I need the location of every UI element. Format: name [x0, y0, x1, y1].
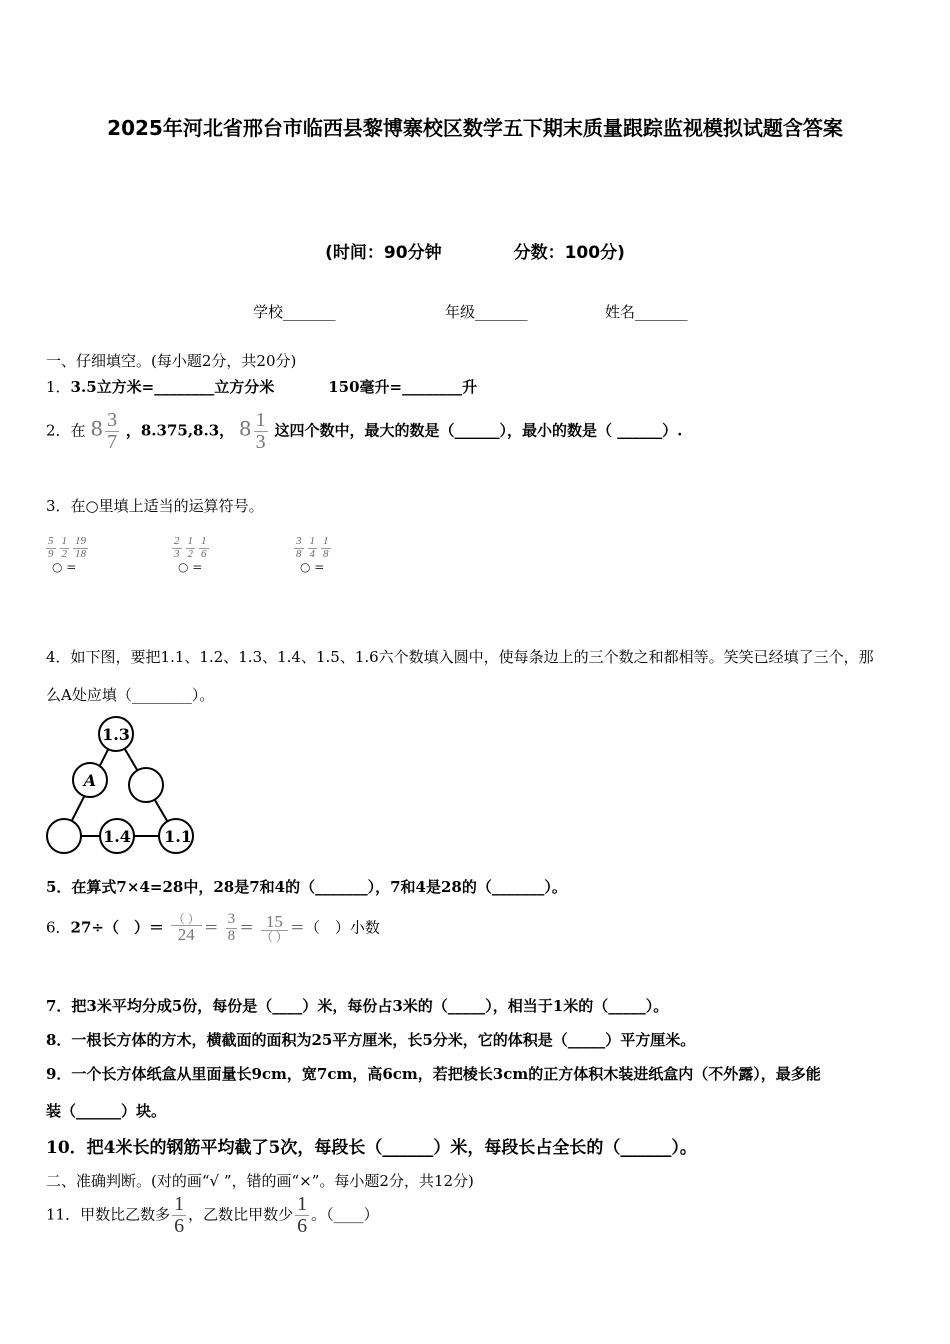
denominator: （ ） [260, 930, 288, 945]
score-label: 分数：100分) [513, 243, 625, 263]
denominator: 2 [61, 547, 67, 560]
question-11 [46, 1194, 379, 1237]
denominator: 6 [297, 1215, 308, 1237]
q3-expression [44, 536, 90, 574]
q1-part-a: 3.5立方米=________立方分米 [70, 378, 275, 396]
fraction [226, 912, 238, 945]
question-4-line-1: 4．如下图，要把1.1、1.2、1.3、1.4、1.5、1.6六个数填入圆中，使每条边上的三个数之和都相等。笑笑已经填了三个，那 [46, 648, 874, 666]
fraction [261, 913, 288, 944]
numerator: 1 [255, 409, 266, 431]
fraction [172, 1194, 186, 1237]
denominator: 8 [323, 547, 329, 560]
student-info [253, 301, 688, 322]
numerator: 1 [297, 1193, 308, 1215]
fraction [294, 536, 304, 560]
denominator: 24 [177, 925, 195, 945]
fraction [46, 536, 56, 560]
equals: ＝ [203, 918, 219, 937]
circle-right [129, 768, 163, 802]
question-6 [46, 912, 380, 945]
question-7: 7．把3米平均分成5份，每份是（____）米，每份占3米的（_____），相当于1米的（_____）。 [46, 997, 669, 1015]
q6-end: ＝（ ）小数 [289, 918, 380, 937]
question-9-line-1: 9．一个长方体纸盒从里面量长9cm，宽7cm，高6cm，若把棱长3cm的正方体积木装进纸盒内（不外露），最多能 [46, 1065, 821, 1083]
numerator: 1 [61, 535, 67, 547]
denominator: 6 [174, 1215, 185, 1237]
fraction [254, 410, 268, 453]
denominator: 6 [201, 547, 207, 560]
numerator: 19 [75, 535, 86, 547]
label-bottom-right: 1.1 [164, 827, 192, 846]
question-5: 5．在算式7×4=28中，28是7和4的（_______），7和4是28的（_______）。 [46, 878, 567, 896]
q-num: 6． [46, 918, 71, 937]
mixed-whole: 8 [90, 416, 104, 441]
q-num: 2．在 [46, 421, 86, 440]
numerator: 3 [107, 409, 118, 431]
section-1-heading: 一、仔细填空。(每小题2分，共20分) [46, 352, 297, 370]
q-num: 1． [46, 378, 71, 396]
fraction [73, 536, 88, 560]
question-8: 8．一根长方体的方木，横截面的面积为25平方厘米，长5分米，它的体积是（_____）平方厘米。 [46, 1031, 696, 1049]
label-top: 1.3 [102, 725, 130, 744]
denominator: 8 [296, 547, 302, 560]
question-10: 10．把4米长的钢筋平均截了5次，每段长（______）米，每段长占全长的（______）。 [46, 1138, 697, 1158]
numerator: 1 [323, 535, 329, 547]
q3-expression [292, 536, 333, 574]
operator-circle-blank[interactable]: ○ = [178, 560, 203, 575]
equals: ＝ [239, 918, 255, 937]
question-4-line-2: 么A处应填（________）。 [46, 686, 215, 704]
fraction [105, 410, 119, 453]
fraction [295, 1194, 309, 1237]
fraction [308, 536, 318, 560]
denominator: 7 [107, 431, 118, 453]
numerator: 1 [187, 535, 193, 547]
q2-rest: 这四个数中，最大的数是（______），最小的数是（ ______）. [274, 421, 683, 440]
fraction [199, 536, 209, 560]
name-field: 姓名_______ [605, 303, 688, 321]
q11-start: 11．甲数比乙数多 [46, 1205, 171, 1224]
denominator: 4 [309, 547, 315, 560]
operator-circle-blank[interactable]: ○ = [300, 560, 325, 575]
numerator: 3 [296, 535, 302, 547]
fraction [60, 536, 70, 560]
numerator: 1 [309, 535, 315, 547]
section-2-heading: 二、准确判断。(对的画“√ ”，错的画“×”。每小题2分，共12分) [46, 1172, 474, 1190]
label-a: A [83, 771, 97, 790]
q2-mid: ，8.375,8.3， [125, 421, 235, 440]
circle-bottom-left [47, 819, 81, 853]
numerator: 1 [174, 1193, 185, 1215]
mixed-whole: 8 [238, 416, 252, 441]
question-1 [46, 376, 477, 397]
operator-circle-blank[interactable]: ○ = [52, 560, 77, 575]
question-2 [46, 410, 682, 453]
denominator: 3 [255, 431, 266, 453]
q6-start: 27÷（ ）＝ [70, 918, 164, 937]
numerator: 15 [261, 913, 288, 932]
numerator: 1 [201, 535, 207, 547]
denominator: 18 [75, 547, 86, 560]
question-3: 3．在○里填上适当的运算符号。 [46, 497, 264, 515]
denominator: 3 [174, 547, 180, 560]
school-field: 学校_______ [253, 303, 336, 321]
fraction [172, 536, 182, 560]
question-9-line-2: 装（______）块。 [46, 1102, 167, 1120]
fraction [321, 536, 331, 560]
q11-mid: ，乙数比甲数少 [188, 1205, 294, 1224]
numerator: 5 [48, 535, 54, 547]
q1-part-b: 150毫升=________升 [328, 378, 478, 396]
fraction [186, 536, 196, 560]
exam-subtitle [0, 238, 950, 263]
q11-end: 。（____） [311, 1205, 379, 1224]
grade-field: 年级_______ [445, 303, 528, 321]
page-title: 2025年河北省邢台市临西县黎博寨校区数学五下期末质量跟踪监视模拟试题含答案 [107, 116, 843, 140]
numerator: 3 [227, 911, 236, 927]
denominator: 8 [227, 927, 236, 944]
label-bottom-mid: 1.4 [103, 827, 131, 846]
numerator: 2 [174, 535, 180, 547]
denominator: 2 [187, 547, 193, 560]
q3-expression [170, 536, 211, 574]
fraction [171, 913, 202, 944]
triangle-circle-diagram [44, 714, 196, 860]
numerator: （ ） [172, 911, 200, 926]
time-label: (时间：90分钟 [325, 243, 442, 263]
denominator: 9 [48, 547, 54, 560]
